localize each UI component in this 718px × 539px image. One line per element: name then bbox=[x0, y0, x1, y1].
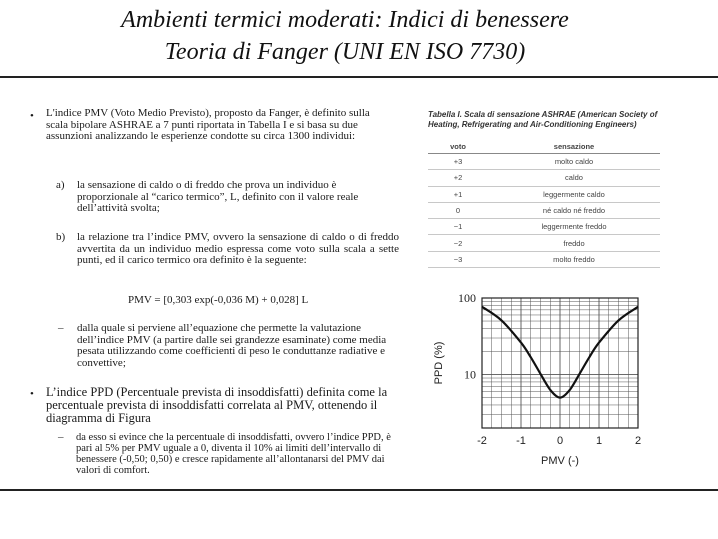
sensazione-cell: né caldo né freddo bbox=[488, 202, 660, 218]
bullet-1-symbol: • bbox=[30, 110, 34, 122]
col-voto-header: voto bbox=[428, 140, 488, 154]
table-row bbox=[428, 219, 660, 235]
sensazione-cell: leggermente freddo bbox=[488, 219, 660, 235]
slide-title bbox=[0, 4, 690, 68]
x-tick-label: 1 bbox=[595, 435, 603, 447]
table-row bbox=[428, 186, 660, 202]
table-row bbox=[428, 251, 660, 267]
table-row bbox=[428, 154, 660, 170]
bullet-2-symbol: • bbox=[30, 388, 34, 400]
paragraph-pmv: L'indice PMV (Voto Medio Previsto), proposto da Fanger, è definito sulla scala bipolare ASHRAE a 7 punti riportata in Tabella I e si basa su due assunzioni analizzando le esperienze condotte su circa 1300 individui: bbox=[46, 107, 370, 142]
sensazione-cell: molto caldo bbox=[488, 154, 660, 170]
top-divider bbox=[0, 76, 718, 78]
voto-cell: −2 bbox=[428, 235, 488, 251]
dash-2-symbol: – bbox=[58, 431, 64, 443]
item-b-text: la relazione tra l’indice PMV, ovvero la sensazione di caldo o di freddo avvertita da un individuo medio espressa come voto sulla scala a sette punti, ed il carico termico ora definito è la seguente: bbox=[77, 231, 399, 266]
item-a-label: a) bbox=[56, 179, 65, 191]
table-header-row bbox=[428, 140, 660, 154]
ashrae-scale-table bbox=[428, 140, 660, 268]
table-row bbox=[428, 170, 660, 186]
voto-cell: +2 bbox=[428, 170, 488, 186]
dash-1-text: dalla quale si perviene all’equazione che permette la valutazione dell’indice PMV (a partire dalle sei grandezze esaminate) come media pesata utilizzando come coefficienti di peso le conduttanze radiative e convettive; bbox=[77, 322, 387, 369]
table-row bbox=[428, 202, 660, 218]
sensazione-cell: leggermente caldo bbox=[488, 186, 660, 202]
ashrae-table-figure bbox=[428, 110, 660, 266]
voto-cell: −3 bbox=[428, 251, 488, 267]
voto-cell: +1 bbox=[428, 186, 488, 202]
x-axis-label: PMV (-) bbox=[541, 455, 579, 467]
pmv-formula: PMV = [0,303 exp(-0,036 M) + 0,028] L bbox=[128, 294, 309, 306]
title-line-2: Teoria di Fanger (UNI EN ISO 7730) bbox=[164, 39, 526, 65]
table-caption: Tabella I. Scala di sensazione ASHRAE (American Society of Heating, Refrigerating and Air-Conditioning Engineers) bbox=[428, 110, 658, 129]
sensazione-cell: freddo bbox=[488, 235, 660, 251]
y-tick-labels bbox=[458, 291, 476, 382]
x-tick-label: 0 bbox=[556, 435, 564, 447]
x-tick-label: -2 bbox=[477, 435, 487, 447]
x-tick-labels bbox=[477, 435, 641, 447]
sensazione-cell: molto freddo bbox=[488, 251, 660, 267]
table-row bbox=[428, 235, 660, 251]
title-line-1: Ambienti termici moderati: Indici di benessere bbox=[121, 7, 569, 33]
y-tick-label: 100 bbox=[458, 291, 476, 305]
x-tick-label: 2 bbox=[634, 435, 642, 447]
x-tick-label: -1 bbox=[516, 435, 526, 447]
dash-1-symbol: – bbox=[58, 322, 64, 334]
bottom-divider bbox=[0, 489, 718, 491]
y-axis-label: PPD (%) bbox=[433, 341, 445, 385]
dash-2-text: da esso si evince che la percentuale di insoddisfatti, ovvero l’indice PPD, è pari al 5% per PMV uguale a 0, diventa il 10% ai limiti dell’intervallo di benessere (-0,50; 0,50) e cresce rapidamente all’allontanarsi del PMV dai valori di comfort. bbox=[76, 432, 391, 476]
ppd-pmv-chart bbox=[420, 284, 660, 474]
col-sensazione-header: sensazione bbox=[488, 140, 660, 154]
item-a-text: la sensazione di caldo o di freddo che prova un individuo è proporzionale al “carico termico”, L, definito con il valore reale dell’attività svolta; bbox=[77, 179, 359, 214]
item-b-label: b) bbox=[56, 231, 66, 243]
paragraph-ppd: L’indice PPD (Percentuale prevista di insoddisfatti) definita come la percentuale prevista di insoddisfatti correlata al PMV, ottenendo il diagramma di Figura bbox=[46, 385, 388, 425]
sensazione-cell: caldo bbox=[488, 170, 660, 186]
voto-cell: 0 bbox=[428, 202, 488, 218]
chart-grid bbox=[482, 298, 638, 428]
voto-cell: +3 bbox=[428, 154, 488, 170]
y-tick-label: 10 bbox=[464, 367, 476, 382]
voto-cell: −1 bbox=[428, 219, 488, 235]
